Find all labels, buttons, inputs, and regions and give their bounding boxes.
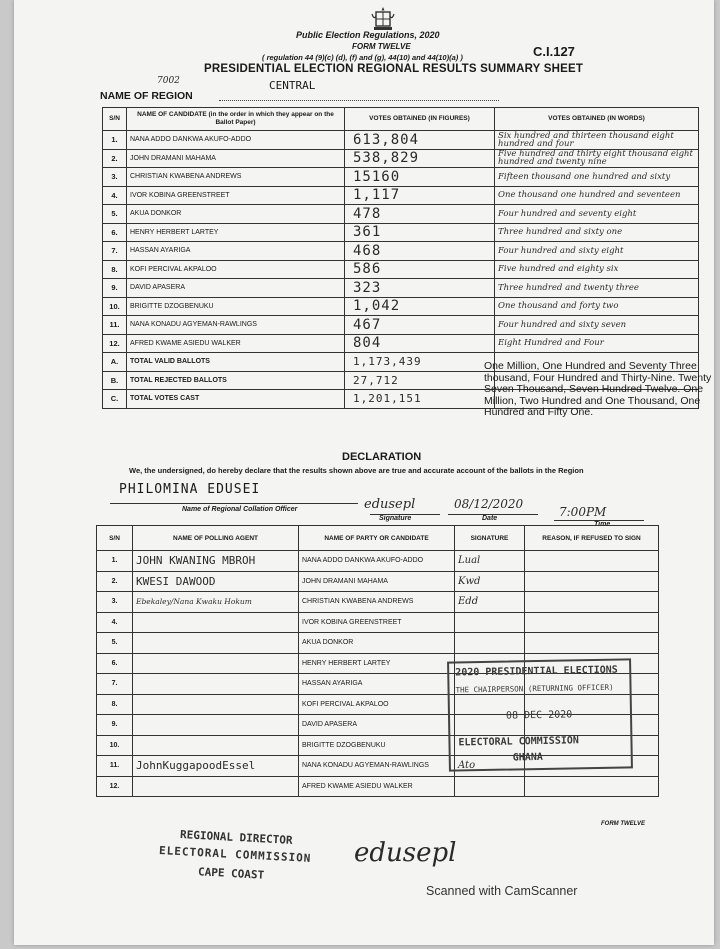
form-footer: FORM TWELVE [601, 821, 645, 827]
agent-row [97, 571, 659, 592]
row-sn: 8. [103, 260, 127, 279]
agent-party: BRIGITTE DZOGBENUKU [299, 735, 455, 756]
votes-words: Three hundred and sixty one [495, 223, 699, 242]
agent-party: NANA KONADU AGYEMAN-RAWLINGS [299, 756, 455, 777]
row-sn: 1. [103, 131, 127, 150]
agent-sn: 12. [97, 776, 133, 797]
candidate-name: NANA KONADU AGYEMAN-RAWLINGS [127, 316, 345, 335]
total-figures: 1,173,439 [345, 353, 495, 372]
candidate-name: NANA ADDO DANKWA AKUFO-ADDO [127, 131, 345, 150]
agent-name [133, 633, 299, 654]
row-sn: 12. [103, 334, 127, 353]
agent-reason [525, 571, 659, 592]
votes-figures: 15160 [345, 168, 495, 187]
votes-words: Five hundred and eighty six [495, 260, 699, 279]
total-sn: B. [103, 371, 127, 390]
agent-sn: 10. [97, 735, 133, 756]
coat-of-arms-icon [370, 6, 396, 32]
electoral-stamp [447, 658, 633, 771]
totals-in-words: One Million, One Hundred and Seventy Three thousand, Four Hundred and Thirty-Nine. Twenty Seven Thousand, Seven Hundred Twelve. One Million, Two Hundred and One Thousand, One Hundred and Fifty One. [484, 360, 712, 418]
declaration-date: 08/12/2020 [454, 497, 524, 511]
votes-figures: 323 [345, 279, 495, 298]
candidate-row [103, 334, 699, 353]
candidate-row [103, 168, 699, 187]
ci-number: C.I.127 [533, 44, 575, 59]
candidate-row [103, 260, 699, 279]
agent-reason [525, 776, 659, 797]
agent-name [133, 653, 299, 674]
votes-figures: 1,042 [345, 297, 495, 316]
agent-row [97, 633, 659, 654]
signature-label: Signature [379, 515, 412, 522]
votes-figures: 804 [345, 334, 495, 353]
votes-figures: 586 [345, 260, 495, 279]
agent-name [133, 694, 299, 715]
declaration-time: 7:00PM [559, 505, 607, 519]
agent-sn: 3. [97, 592, 133, 613]
votes-words: Six hundred and thirteen thousand eight hundred and four [495, 131, 699, 150]
votes-figures: 538,829 [345, 149, 495, 168]
candidate-row [103, 242, 699, 261]
agent-name [133, 776, 299, 797]
row-sn: 5. [103, 205, 127, 224]
candidate-name: KOFI PERCIVAL AKPALOO [127, 260, 345, 279]
scanner-watermark: Scanned with CamScanner [426, 884, 578, 898]
votes-words: Fifteen thousand one hundred and sixty [495, 168, 699, 187]
officer-label: Name of Regional Collation Officer [182, 506, 298, 513]
agent-name: KWESI DAWOOD [133, 571, 299, 592]
total-sn: A. [103, 353, 127, 372]
agent-sn: 4. [97, 612, 133, 633]
agent-sn: 9. [97, 715, 133, 736]
agent-party: NANA ADDO DANKWA AKUFO-ADDO [299, 551, 455, 572]
agent-signature: Lual [455, 551, 525, 572]
votes-words: Eight Hundred and Four [495, 334, 699, 353]
results-sheet [14, 0, 714, 945]
agent-reason [525, 551, 659, 572]
row-sn: 7. [103, 242, 127, 261]
agent-sn: 11. [97, 756, 133, 777]
region-underline [219, 100, 499, 101]
time-label: Time [594, 521, 611, 528]
agent-name: JohnKuggapoodEssel [133, 756, 299, 777]
candidate-row [103, 131, 699, 150]
votes-figures: 613,804 [345, 131, 495, 150]
form-number: FORM TWELVE [352, 42, 411, 51]
agent-reason [525, 592, 659, 613]
total-figures: 27,712 [345, 371, 495, 390]
agent-party: KOFI PERCIVAL AKPALOO [299, 694, 455, 715]
agent-sn: 7. [97, 674, 133, 695]
votes-words: One thousand and forty two [495, 297, 699, 316]
total-label: TOTAL VOTES CAST [127, 390, 345, 409]
agent-sn: 6. [97, 653, 133, 674]
row-sn: 6. [103, 223, 127, 242]
candidate-row [103, 297, 699, 316]
row-sn: 11. [103, 316, 127, 335]
stamp-line-1: 2020 PRESIDENTIAL ELECTIONS [455, 664, 618, 679]
row-sn: 10. [103, 297, 127, 316]
candidate-name: CHRISTIAN KWABENA ANDREWS [127, 168, 345, 187]
director-signature: edusepl [354, 838, 457, 868]
total-label: TOTAL REJECTED BALLOTS [127, 371, 345, 390]
agent-sn: 1. [97, 551, 133, 572]
agent-row [97, 592, 659, 613]
agent-row [97, 551, 659, 572]
agent-row [97, 612, 659, 633]
ag-col-reason: REASON, IF REFUSED TO SIGN [525, 526, 659, 551]
votes-words: Four hundred and seventy eight [495, 205, 699, 224]
total-label: TOTAL VALID BALLOTS [127, 353, 345, 372]
agent-party: JOHN DRAMANI MAHAMA [299, 571, 455, 592]
total-figures: 1,201,151 [345, 390, 495, 409]
candidate-row [103, 223, 699, 242]
agent-signature [455, 633, 525, 654]
agent-signature: Edd [455, 592, 525, 613]
agent-name: Ebekaley/Nana Kwaku Hokum [133, 592, 299, 613]
candidate-row [103, 205, 699, 224]
agent-sn: 8. [97, 694, 133, 715]
agent-sn: 2. [97, 571, 133, 592]
date-label: Date [482, 515, 498, 522]
candidate-name: AFRED KWAME ASIEDU WALKER [127, 334, 345, 353]
agent-reason [525, 612, 659, 633]
officer-name: PHILOMINA EDUSEI [119, 482, 261, 497]
votes-words: Five hundred and thirty eight thousand eight hundred and twenty nine [495, 149, 699, 168]
ag-col-agent: NAME OF POLLING AGENT [133, 526, 299, 551]
stamp-line-4: ELECTORAL COMMISSION [458, 735, 579, 749]
region-value: CENTRAL [269, 79, 316, 92]
row-sn: 4. [103, 186, 127, 205]
candidate-name: AKUA DONKOR [127, 205, 345, 224]
candidate-name: JOHN DRAMANI MAHAMA [127, 149, 345, 168]
ag-col-party: NAME OF PARTY OR CANDIDATE [299, 526, 455, 551]
stamp-line-5: GHANA [512, 751, 543, 764]
officer-signature: edusepl [364, 497, 416, 512]
ag-col-sn: S/N [97, 526, 133, 551]
row-sn: 3. [103, 168, 127, 187]
candidate-row [103, 279, 699, 298]
agent-party: CHRISTIAN KWABENA ANDREWS [299, 592, 455, 613]
candidate-name: HENRY HERBERT LARTEY [127, 223, 345, 242]
results-header-row [103, 108, 699, 131]
agent-party: IVOR KOBINA GREENSTREET [299, 612, 455, 633]
director-stamp-line-2: ELECTORAL COMMISSION [158, 844, 312, 865]
regulation-reference: ( regulation 44 (9)(c) (d), (f) and (g), 44(10) and 44(10)(a) ) [262, 53, 463, 62]
director-stamp-line-1: REGIONAL DIRECTOR [179, 828, 293, 847]
agent-signature: Kwd [455, 571, 525, 592]
declaration-title: DECLARATION [342, 451, 422, 463]
agents-header-row [97, 526, 659, 551]
candidate-row [103, 316, 699, 335]
votes-figures: 467 [345, 316, 495, 335]
agent-signature: Ato [455, 756, 525, 777]
agent-reason [525, 633, 659, 654]
col-sn: S/N [103, 108, 127, 131]
agent-name [133, 715, 299, 736]
votes-figures: 361 [345, 223, 495, 242]
col-figures: VOTES OBTAINED (IN FIGURES) [345, 108, 495, 131]
agent-party: HASSAN AYARIGA [299, 674, 455, 695]
votes-figures: 1,117 [345, 186, 495, 205]
agent-signature [455, 612, 525, 633]
officer-line [110, 503, 358, 504]
stamp-date: 08 DEC 2020 [505, 709, 573, 722]
candidate-row [103, 149, 699, 168]
votes-words: Four hundred and sixty seven [495, 316, 699, 335]
agent-name [133, 612, 299, 633]
agent-row [97, 776, 659, 797]
ag-col-sig: SIGNATURE [455, 526, 525, 551]
agent-name [133, 735, 299, 756]
agent-party: HENRY HERBERT LARTEY [299, 653, 455, 674]
agent-signature [455, 776, 525, 797]
agent-party: AKUA DONKOR [299, 633, 455, 654]
candidate-name: IVOR KOBINA GREENSTREET [127, 186, 345, 205]
director-stamp-line-3: CAPE COAST [197, 865, 265, 882]
row-sn: 9. [103, 279, 127, 298]
sheet-title: PRESIDENTIAL ELECTION REGIONAL RESULTS SUMMARY SHEET [204, 63, 584, 75]
col-words: VOTES OBTAINED (IN WORDS) [495, 108, 699, 131]
row-sn: 2. [103, 149, 127, 168]
agent-name [133, 674, 299, 695]
stamp-line-2: THE CHAIRPERSON (RETURNING OFFICER) [455, 682, 614, 695]
candidate-name: BRIGITTE DZOGBENUKU [127, 297, 345, 316]
votes-words: Three hundred and twenty three [495, 279, 699, 298]
candidate-row [103, 186, 699, 205]
declaration-text: We, the undersigned, do hereby declare that the results shown above are true and accurate account of the ballots in the Region [129, 466, 584, 475]
candidate-name: HASSAN AYARIGA [127, 242, 345, 261]
agent-party: DAVID APASERA [299, 715, 455, 736]
votes-words: Four hundred and sixty eight [495, 242, 699, 261]
votes-figures: 468 [345, 242, 495, 261]
agent-sn: 5. [97, 633, 133, 654]
total-sn: C. [103, 390, 127, 409]
agent-party: AFRED KWAME ASIEDU WALKER [299, 776, 455, 797]
candidate-name: DAVID APASERA [127, 279, 345, 298]
region-code: 7002 [157, 76, 180, 86]
agent-name: JOHN KWANING MBROH [133, 551, 299, 572]
region-label: NAME OF REGION [100, 90, 193, 102]
votes-figures: 478 [345, 205, 495, 224]
regulations-title: Public Election Regulations, 2020 [296, 30, 440, 40]
votes-words: One thousand one hundred and seventeen [495, 186, 699, 205]
col-candidate: NAME OF CANDIDATE (in the order in which they appear on the Ballot Paper) [127, 108, 345, 131]
